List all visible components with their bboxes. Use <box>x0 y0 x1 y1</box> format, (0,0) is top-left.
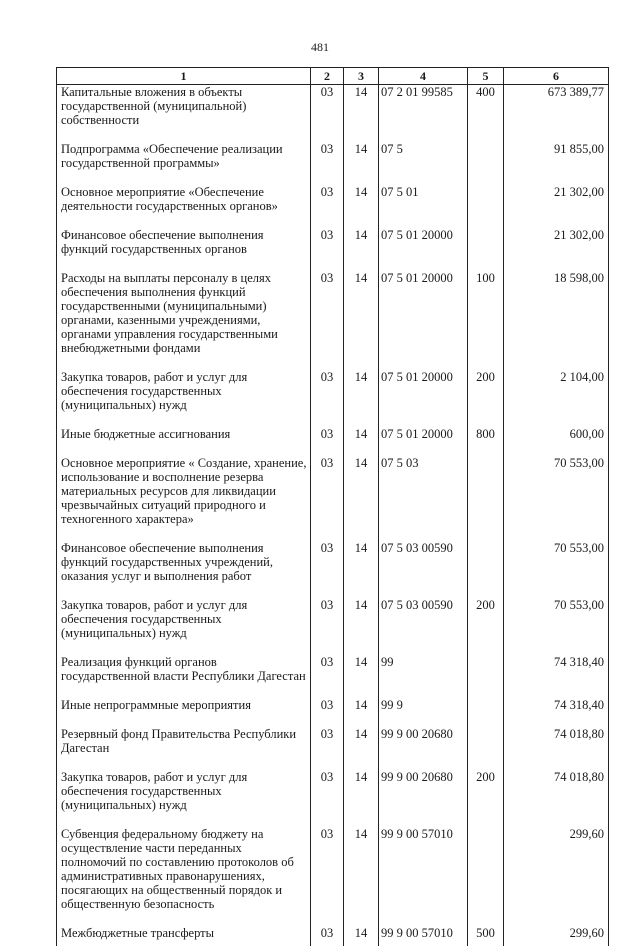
row-subsection: 14 <box>344 427 379 456</box>
header-row <box>57 68 609 85</box>
row-subsection: 14 <box>344 926 379 946</box>
table-row <box>57 655 609 698</box>
row-section: 03 <box>311 698 344 727</box>
row-section: 03 <box>311 228 344 271</box>
row-name: Основное мероприятие «Обеспечение деятельности государственных органов» <box>57 185 311 228</box>
row-amount: 70 553,00 <box>504 598 609 655</box>
row-target-code: 99 9 00 20680 <box>379 727 468 770</box>
row-amount: 2 104,00 <box>504 370 609 427</box>
row-subsection: 14 <box>344 185 379 228</box>
row-target-code: 07 5 01 20000 <box>379 427 468 456</box>
table-body <box>57 85 609 946</box>
header-col-section: 2 <box>311 68 344 85</box>
row-amount: 673 389,77 <box>504 85 609 143</box>
row-amount: 70 553,00 <box>504 541 609 598</box>
row-target-code: 07 5 01 20000 <box>379 271 468 370</box>
row-section: 03 <box>311 142 344 185</box>
row-target-code: 07 5 03 00590 <box>379 541 468 598</box>
row-expense-type: 200 <box>468 770 504 827</box>
row-expense-type <box>468 185 504 228</box>
row-expense-type: 200 <box>468 370 504 427</box>
row-section: 03 <box>311 770 344 827</box>
row-amount: 299,60 <box>504 926 609 946</box>
row-target-code: 99 9 00 57010 <box>379 926 468 946</box>
row-subsection: 14 <box>344 456 379 541</box>
table-row <box>57 770 609 827</box>
row-target-code: 99 9 00 20680 <box>379 770 468 827</box>
row-target-code: 07 5 01 <box>379 185 468 228</box>
row-amount: 74 318,40 <box>504 655 609 698</box>
row-subsection: 14 <box>344 727 379 770</box>
row-name: Иные непрограммные мероприятия <box>57 698 311 727</box>
table-row <box>57 926 609 946</box>
row-section: 03 <box>311 655 344 698</box>
row-amount: 600,00 <box>504 427 609 456</box>
table-row <box>57 427 609 456</box>
row-target-code: 07 5 <box>379 142 468 185</box>
row-subsection: 14 <box>344 541 379 598</box>
row-target-code: 07 5 01 20000 <box>379 228 468 271</box>
row-name: Расходы на выплаты персоналу в целях обеспечения выполнения функций государственными (муниципальными) органами, казенными учреждениями, органами управления государственными внебюджетными фондами <box>57 271 311 370</box>
row-name: Финансовое обеспечение выполнения функций государственных органов <box>57 228 311 271</box>
table-row <box>57 541 609 598</box>
row-subsection: 14 <box>344 85 379 143</box>
row-section: 03 <box>311 185 344 228</box>
row-expense-type <box>468 456 504 541</box>
row-target-code: 99 <box>379 655 468 698</box>
row-amount: 74 318,40 <box>504 698 609 727</box>
row-section: 03 <box>311 541 344 598</box>
row-expense-type <box>468 727 504 770</box>
row-expense-type: 100 <box>468 271 504 370</box>
header-col-amount: 6 <box>504 68 609 85</box>
row-expense-type <box>468 541 504 598</box>
table-row <box>57 698 609 727</box>
row-subsection: 14 <box>344 770 379 827</box>
row-name: Основное мероприятие « Создание, хранение, использование и восполнение резерва материальных ресурсов для ликвидации чрезвычайных ситуаций природного и техногенного характера» <box>57 456 311 541</box>
row-target-code: 99 9 00 57010 <box>379 827 468 926</box>
row-amount: 91 855,00 <box>504 142 609 185</box>
table-row <box>57 456 609 541</box>
row-section: 03 <box>311 727 344 770</box>
row-subsection: 14 <box>344 655 379 698</box>
row-section: 03 <box>311 427 344 456</box>
table-header <box>57 68 609 85</box>
row-expense-type: 200 <box>468 598 504 655</box>
budget-table <box>56 67 609 946</box>
row-target-code: 07 5 03 00590 <box>379 598 468 655</box>
table-row <box>57 185 609 228</box>
row-name: Закупка товаров, работ и услуг для обеспечения государственных (муниципальных) нужд <box>57 598 311 655</box>
table-row <box>57 228 609 271</box>
row-target-code: 07 5 01 20000 <box>379 370 468 427</box>
row-name: Субвенция федеральному бюджету на осуществление части переданных полномочий по составлению протоколов об административных правонарушениях, посягающих на общественный порядок и общественную безопасность <box>57 827 311 926</box>
table-row <box>57 827 609 926</box>
row-expense-type: 500 <box>468 926 504 946</box>
row-expense-type <box>468 228 504 271</box>
row-name: Закупка товаров, работ и услуг для обеспечения государственных (муниципальных) нужд <box>57 770 311 827</box>
row-name: Капитальные вложения в объекты государственной (муниципальной) собственности <box>57 85 311 143</box>
row-name: Финансовое обеспечение выполнения функций государственных учреждений, оказания услуг и выполнения работ <box>57 541 311 598</box>
page-number: 481 <box>0 40 640 55</box>
table-row <box>57 85 609 143</box>
row-subsection: 14 <box>344 827 379 926</box>
header-col-name: 1 <box>57 68 311 85</box>
row-expense-type <box>468 698 504 727</box>
row-name: Закупка товаров, работ и услуг для обеспечения государственных (муниципальных) нужд <box>57 370 311 427</box>
row-amount: 21 302,00 <box>504 185 609 228</box>
row-amount: 18 598,00 <box>504 271 609 370</box>
row-subsection: 14 <box>344 598 379 655</box>
row-section: 03 <box>311 85 344 143</box>
row-name: Резервный фонд Правительства Республики Дагестан <box>57 727 311 770</box>
row-section: 03 <box>311 926 344 946</box>
row-expense-type <box>468 827 504 926</box>
row-expense-type: 800 <box>468 427 504 456</box>
row-section: 03 <box>311 827 344 926</box>
row-subsection: 14 <box>344 698 379 727</box>
row-section: 03 <box>311 456 344 541</box>
row-amount: 21 302,00 <box>504 228 609 271</box>
row-target-code: 99 9 <box>379 698 468 727</box>
row-section: 03 <box>311 271 344 370</box>
row-target-code: 07 2 01 99585 <box>379 85 468 143</box>
row-name: Иные бюджетные ассигнования <box>57 427 311 456</box>
row-amount: 74 018,80 <box>504 770 609 827</box>
row-section: 03 <box>311 598 344 655</box>
header-col-subsection: 3 <box>344 68 379 85</box>
table-row <box>57 271 609 370</box>
row-subsection: 14 <box>344 142 379 185</box>
header-col-expense-type: 5 <box>468 68 504 85</box>
row-subsection: 14 <box>344 228 379 271</box>
row-target-code: 07 5 03 <box>379 456 468 541</box>
row-subsection: 14 <box>344 271 379 370</box>
row-expense-type <box>468 655 504 698</box>
row-amount: 70 553,00 <box>504 456 609 541</box>
row-section: 03 <box>311 370 344 427</box>
row-subsection: 14 <box>344 370 379 427</box>
table-row <box>57 370 609 427</box>
row-expense-type <box>468 142 504 185</box>
header-col-target-code: 4 <box>379 68 468 85</box>
table-row <box>57 142 609 185</box>
row-amount: 74 018,80 <box>504 727 609 770</box>
row-name: Межбюджетные трансферты <box>57 926 311 946</box>
row-amount: 299,60 <box>504 827 609 926</box>
table-row <box>57 727 609 770</box>
row-expense-type: 400 <box>468 85 504 143</box>
row-name: Подпрограмма «Обеспечение реализации государственной программы» <box>57 142 311 185</box>
row-name: Реализация функций органов государственной власти Республики Дагестан <box>57 655 311 698</box>
table-row <box>57 598 609 655</box>
